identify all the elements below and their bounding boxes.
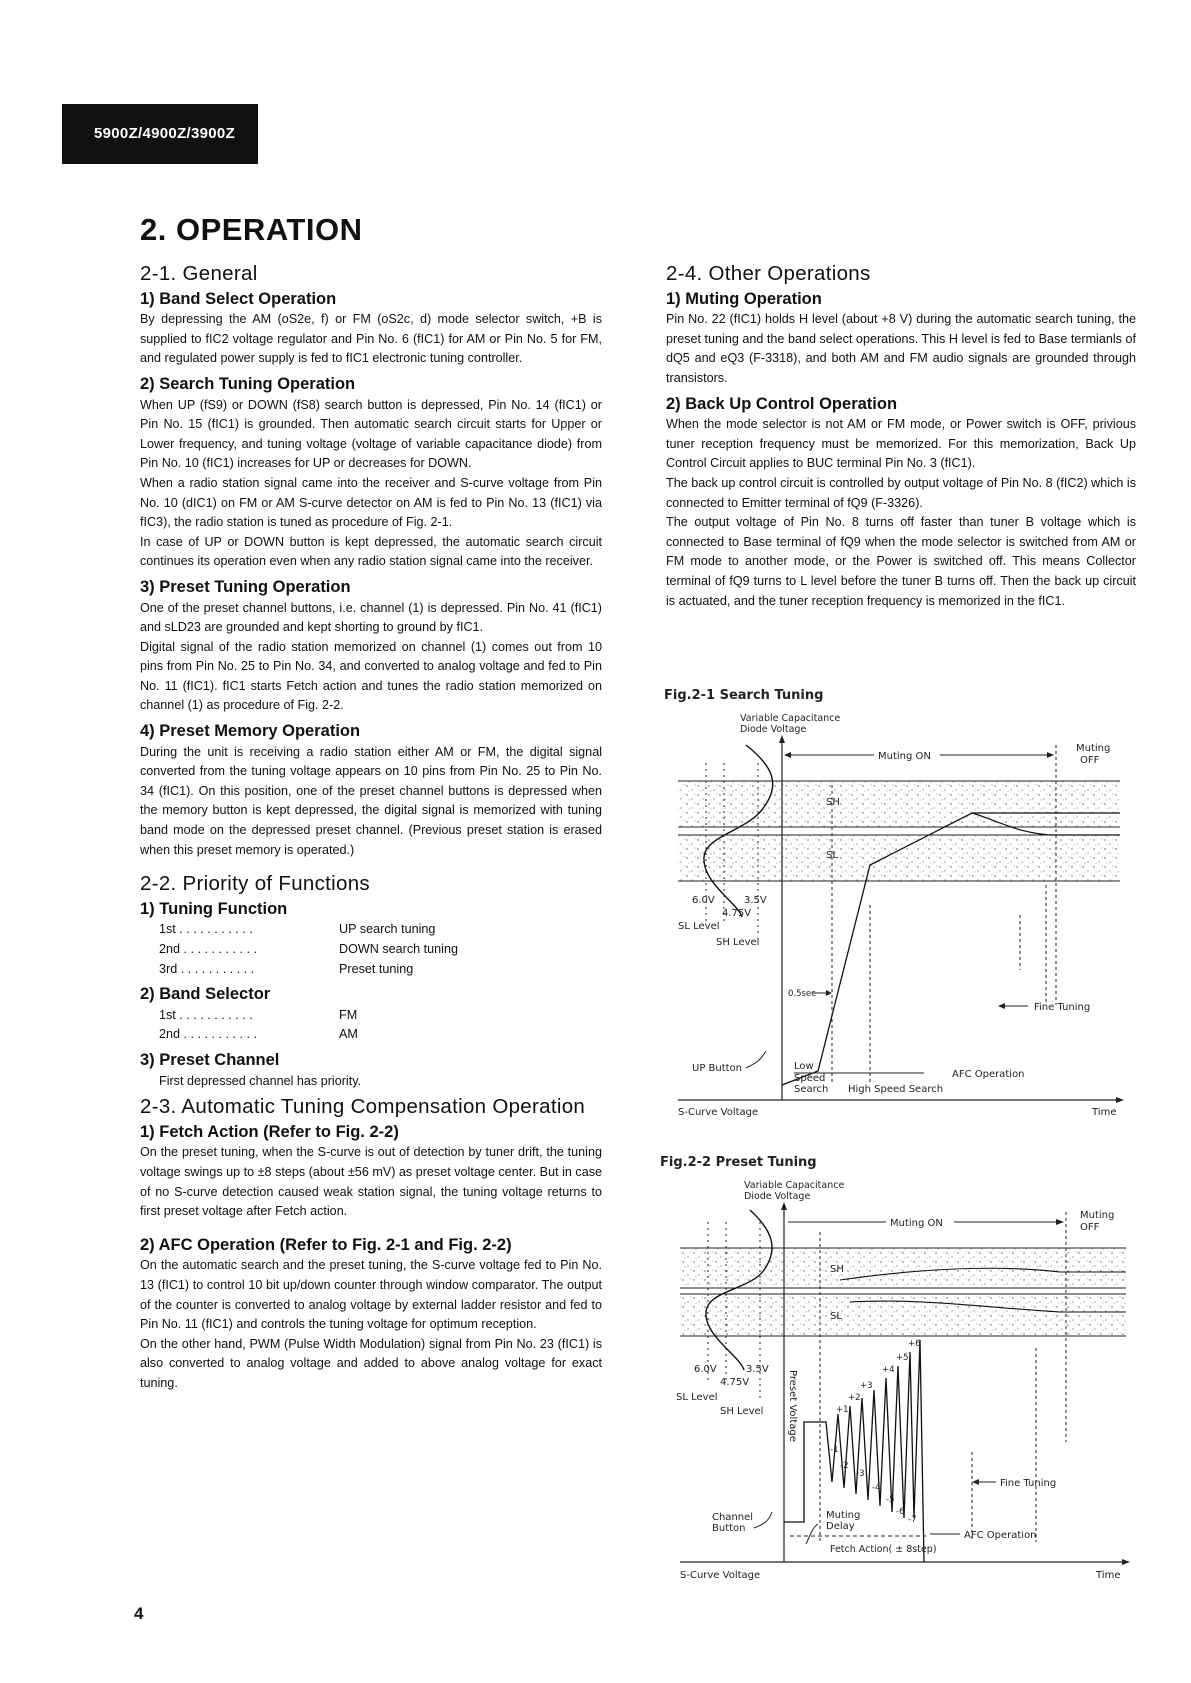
preset-channel-text: First depressed channel has priority. [159,1073,362,1088]
page-title: 2. OPERATION [140,212,363,247]
section-priority-title: 2-2. Priority of Functions [140,872,370,896]
fig1-low-speed-1: Low [794,1061,814,1072]
fig1-afc-operation: AFC Operation [952,1069,1025,1080]
fig2-muting-off-2: OFF [1080,1222,1100,1233]
fig2-fetch-action: Fetch Action( ± 8step) [830,1544,937,1555]
fig1-delay: 0.5sec [788,989,816,999]
fig2-x-axis-label: S-Curve Voltage [680,1570,761,1581]
preset-tuning-text-1: One of the preset channel buttons, i.e. channel (1) is depressed. Pin No. 41 (fIC1) and sLD23 are grounded and kept shorting to ground by fIC1. [140,600,602,635]
fig2-step-p4: +4 [882,1365,895,1375]
afc-operation-text-1: On the automatic search and the preset tuning, the S-curve voltage fed to Pin No. 13 (fIC1) to control 10 bit up/down counter through window comparator. The output of the counter is converted to analog voltage by external ladder resistor and fed to Pin No. 11 (fIC1) and controls the tuning voltage for optimum reception. [140,1258,602,1332]
section-atc-title: 2-3. Automatic Tuning Compensation Operation [140,1095,586,1119]
band-selector-heading: 2) Band Selector [140,985,271,1004]
fig2-fine-tuning: Fine Tuning [1000,1478,1057,1489]
fig1-sl-level: SL Level [678,921,720,932]
backup-text-2: The back up control circuit is controlled by output voltage of Pin No. 8 (fIC2) which is connected to Emitter terminal of fQ9 (F-3326). [666,475,1136,510]
fig1-time-label: Time [1092,1107,1117,1118]
page-number: 4 [134,1604,144,1623]
priority-value: UP search tuning [339,922,436,937]
preset-memory-heading: 4) Preset Memory Operation [140,722,361,741]
priority-value: DOWN search tuning [339,942,458,956]
fig2-step-m1: -1 [830,1445,839,1455]
fig1-muting-on: Muting ON [878,751,931,762]
fig2-step-p2: +2 [848,1393,861,1403]
band-selector-list [159,1006,602,1045]
section-other-title: 2-4. Other Operations [666,262,871,285]
fig-search-tuning [664,685,1134,1120]
fig2-sl-level: SL Level [676,1392,718,1403]
fig2-step-p6: +6 [908,1339,921,1349]
fig2-sh-level: SH Level [720,1406,764,1417]
fig2-muting-delay-2: Delay [826,1521,855,1532]
fig2-v-6: 6.0V [694,1364,717,1375]
fig-preset-tuning [660,1152,1134,1586]
fig1-yaxis-label-1: Variable Capacitance [740,713,841,724]
priority-rank: 1st . . . . . . . . . . . [159,922,253,937]
right-column [666,264,1136,611]
fig2-muting-delay-1: Muting [826,1510,861,1521]
fig2-step-p1: +1 [836,1405,849,1415]
search-tuning-text-1: When UP (fS9) or DOWN (fS8) search button is depressed, Pin No. 14 (fIC1) or Pin No. 15 (fIC1) is grounded. Then automatic search circuit starts for Upper or Lower frequency, and tuning voltage (voltage of variable capacitance diode) from Pin No. 10 (fIC1) increases for UP or decreases for DOWN. [140,397,602,471]
fig1-low-speed-3: Search [794,1084,829,1095]
model-badge: 5900Z/4900Z/3900Z [62,104,258,164]
fig2-step-m3: -3 [856,1469,865,1479]
fetch-action-text: On the preset tuning, when the S-curve is out of detection by tuner drift, the tuning voltage swings up to ±8 steps (about ±56 mV) as preset voltage center. But in case of no S-curve detection caused weak station signal, the tuning voltage returns to first preset voltage after Fetch action. [140,1145,602,1219]
fig1-x-axis-label: S-Curve Voltage [678,1107,759,1118]
search-tuning-heading: 2) Search Tuning Operation [140,374,356,393]
backup-heading: 2) Back Up Control Operation [666,394,898,413]
fig2-s-curve [706,1210,772,1370]
fig1-sl-band [678,835,1120,881]
fig2-muting-on: Muting ON [890,1218,943,1229]
muting-text: Pin No. 22 (fIC1) holds H level (about +8 V) during the automatic search tuning, the preset tuning and the band select operations. This H level is fed to Base termianls of dQ5 and eQ3 (F-3318), and both AM and FM audio signals are grounded through transistors. [666,312,1136,385]
tuning-function-list [159,920,602,979]
fig2-v-4-75: 4.75V [720,1377,750,1388]
afc-operation-heading: 2) AFC Operation (Refer to Fig. 2-1 and Fig. 2-2) [140,1235,512,1254]
fig1-yaxis-label-2: Diode Voltage [740,724,807,735]
tuning-function-heading: 1) Tuning Function [140,899,288,918]
fig2-sl-band [680,1294,1126,1336]
fig1-s-curve [704,745,773,917]
fig2-afc-operation: AFC Operation [964,1530,1037,1541]
fig2-sh-label: SH [830,1264,844,1275]
fig2-v-3-5: 3.5V [746,1364,769,1375]
band-select-heading: 1) Band Select Operation [140,289,337,308]
fig2-step-m5: -5 [886,1495,895,1505]
left-column [140,264,602,1393]
preset-memory-text: During the unit is receiving a radio station either AM or FM, the digital signal converted from the tuning voltage appears on 10 pins from Pin No. 25 to Pin No. 34 (fIC1). On this position, one of the preset channel buttons is depressed when the memory button is kept depressed, the digital signal is memorized with tuning band mode on the depressed preset channel. (Previous preset station is erased when this preset memory is operated.) [140,744,602,857]
fig1-fine-tuning: Fine Tuning [1034,1002,1091,1013]
preset-tuning-text-2: Digital signal of the radio station memorized on channel (1) comes out from 10 pins from Pin No. 25 to Pin No. 34, and converted to analog voltage and fed to Pin No. 11 (fIC1). fIC1 starts Fetch action and tunes the radio station memorized on channel (1) as procedure of Fig. 2-2. [140,639,602,713]
fig1-high-speed: High Speed Search [848,1084,944,1095]
fetch-action-heading: 1) Fetch Action (Refer to Fig. 2-2) [140,1122,399,1141]
search-tuning-text-2: When a radio station signal came into the receiver and S-curve voltage from Pin No. 10 (dIC1) on FM or AM S-curve detector on AM is fed to Pin No. 13 (fIC1) via fIC3), the radio station is tuned as procedure of Fig. 2-1. [140,475,602,530]
fig2-preset-voltage: Preset Voltage [787,1370,798,1442]
section-general-title: 2-1. General [140,262,258,285]
fig2-channel-button-1: Channel [712,1512,754,1523]
band-select-text: By depressing the AM (oS2e, f) or FM (oS2c, d) mode selector switch, +B is supplied to fIC2 voltage regulator and Pin No. 6 (fIC1) for AM or Pin No. 5 for FM, and regulated power supply is fed to fIC1 electronic tuning controller. [140,312,602,366]
fig2-step-m4: -4 [872,1483,881,1493]
fig1-sh-band [678,781,1120,827]
afc-operation-text-2: On the other hand, PWM (Pulse Width Modulation) signal from Pin No. 23 (fIC1) is also converted to analog voltage and added to above analog voltage for exact tuning. [140,1336,602,1390]
fig2-step-m2: -2 [840,1461,849,1471]
fig2-channel-button-2: Button [712,1523,746,1534]
preset-tuning-heading: 3) Preset Tuning Operation [140,577,351,596]
fig2-sl-label: SL [830,1311,842,1322]
fig2-sh-band [680,1248,1126,1288]
priority-rank: 1st . . . . . . . . . . . [159,1007,253,1022]
fig2-step-m7: -7 [908,1515,917,1525]
fig2-time-label: Time [1096,1570,1121,1581]
fig1-v-3-5: 3.5V [744,895,767,906]
priority-rank: 3rd . . . . . . . . . . . [159,961,255,976]
search-tuning-text-3: In case of UP or DOWN button is kept depressed, the automatic search circuit continues its operation even when any radio station signal came into the receiver. [140,534,602,569]
fig1-muting-off-1: Muting [1076,743,1111,754]
fig1-caption: Fig.2-1 Search Tuning [664,688,824,703]
fig2-yaxis-label-2: Diode Voltage [744,1191,811,1202]
fig1-sl-label: SL [826,850,838,861]
fig1-muting-off-2: OFF [1080,755,1100,766]
priority-rank: 2nd . . . . . . . . . . . [159,1027,257,1042]
preset-channel-heading: 3) Preset Channel [140,1050,280,1069]
backup-text-3: The output voltage of Pin No. 8 turns off faster than tuner B voltage which is connected to Base terminal of fQ9 when the mode selector is switched from AM or FM mode to another mode, or the Power is switched off. This means Collector terminal of fQ9 turns to L level before the tuner B turns off. Then the back up circuit is actuated, and the tuner reception frequency is memorized in the fIC1. [666,515,1136,608]
fig1-sh-level: SH Level [716,937,760,948]
fig1-up-button: UP Button [692,1063,743,1074]
priority-value: FM [339,1007,358,1022]
fig2-step-m6: -6 [896,1507,905,1517]
fig1-low-speed-2: Speed [794,1073,826,1084]
fig1-sh-label: SH [826,797,840,808]
priority-value: Preset tuning [339,961,414,976]
fig2-step-p5: +5 [896,1353,909,1363]
muting-heading: 1) Muting Operation [666,289,822,308]
fig1-v-4-75: 4.75V [722,908,752,919]
fig1-v-6: 6.0V [692,895,715,906]
fig2-yaxis-label-1: Variable Capacitance [744,1180,845,1191]
backup-text-1: When the mode selector is not AM or FM mode, or Power switch is OFF, privious tuner reception frequency must be memorized. For this memorization, Back Up Control Circuit applies to BUC terminal Pin No. 3 (fIC1). [666,417,1136,471]
priority-rank: 2nd . . . . . . . . . . . [159,942,257,956]
fig2-step-p3: +3 [860,1381,873,1391]
fig2-caption: Fig.2-2 Preset Tuning [660,1155,817,1170]
fig2-muting-off-1: Muting [1080,1210,1115,1221]
priority-value: AM [339,1027,358,1042]
